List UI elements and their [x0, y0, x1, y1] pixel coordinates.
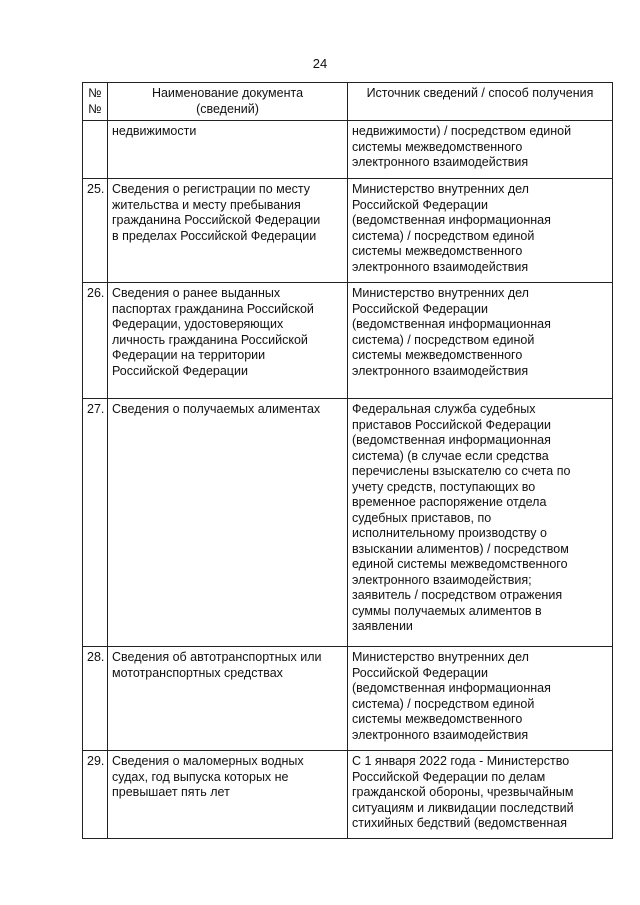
table-header-row	[83, 83, 613, 121]
row-document-name: Сведения об автотранспортных или мототранспортных средствах	[108, 647, 348, 751]
row-source: недвижимости) / посредством единой системы межведомственного электронного взаимодействия	[348, 121, 613, 179]
row-source: Министерство внутренних дел Российской Федерации (ведомственная информационная система) / посредством единой системы межведомственного электронного взаимодействия	[348, 179, 613, 283]
row-document-name: Сведения о ранее выданных паспортах гражданина Российской Федерации, удостоверяющих личность гражданина Российской Федерации на территории Российской Федерации	[108, 283, 348, 399]
documents-table	[82, 82, 613, 839]
header-source: Источник сведений / способ получения	[348, 83, 613, 121]
row-document-name: Сведения о получаемых алиментах	[108, 399, 348, 647]
table-row	[83, 283, 613, 399]
table-row	[83, 751, 613, 839]
row-source: С 1 января 2022 года - Министерство Российской Федерации по делам гражданской обороны, чрезвычайным ситуациям и ликвидации последствий стихийных бедствий (ведомственная	[348, 751, 613, 839]
row-number: 25.	[83, 179, 108, 283]
row-source: Министерство внутренних дел Российской Федерации (ведомственная информационная система) / посредством единой системы межведомственного электронного взаимодействия	[348, 283, 613, 399]
row-source: Федеральная служба судебных приставов Российской Федерации (ведомственная информационная система) (в случае если средства перечислены взыскателю со счета по учету средств, поступающих во временное распоряжение отдела судебных приставов, по исполнительному производству о взыскании алиментов) / посредством единой системы межведомственного электронного взаимодействия; заявитель / посредством отражения суммы получаемых алиментов в заявлении	[348, 399, 613, 647]
row-document-name: недвижимости	[108, 121, 348, 179]
row-source: Министерство внутренних дел Российской Федерации (ведомственная информационная система) / посредством единой системы межведомственного электронного взаимодействия	[348, 647, 613, 751]
table-row	[83, 647, 613, 751]
table-row	[83, 121, 613, 179]
table-row	[83, 179, 613, 283]
row-number: 29.	[83, 751, 108, 839]
header-document-name: Наименование документа (сведений)	[108, 83, 348, 121]
table-row	[83, 399, 613, 647]
header-number: № №	[83, 83, 108, 121]
page-number: 24	[312, 56, 328, 71]
row-number	[83, 121, 108, 179]
row-document-name: Сведения о регистрации по месту жительства и месту пребывания гражданина Российской Федерации в пределах Российской Федерации	[108, 179, 348, 283]
row-number: 26.	[83, 283, 108, 399]
row-number: 27.	[83, 399, 108, 647]
row-number: 28.	[83, 647, 108, 751]
row-document-name: Сведения о маломерных водных судах, год выпуска которых не превышает пять лет	[108, 751, 348, 839]
